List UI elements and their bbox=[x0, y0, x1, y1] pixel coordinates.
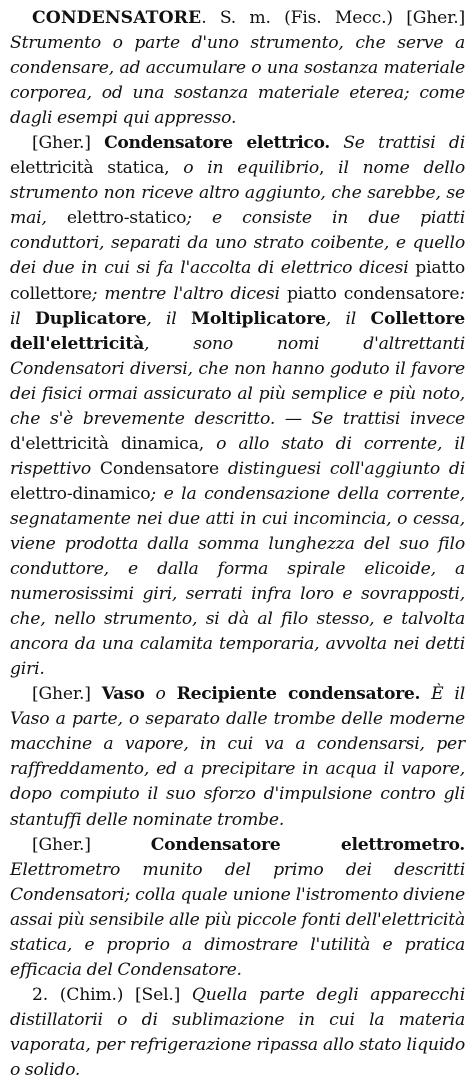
headword: CONDENSATORE bbox=[32, 8, 202, 28]
definition-text: Elettrometro munito del primo dei descritti Condensatori; colla quale unione l'istromento diviene assai più sensibile alle più piccole fonti dell'elettricità statica, e proprio a dimostrare l'utilità e pratica efficacia del Condensatore. bbox=[10, 859, 465, 980]
entry-condensatore-definition bbox=[10, 6, 465, 131]
text-segment: , bbox=[319, 158, 339, 179]
text-segment: elettricità statica, bbox=[10, 158, 184, 179]
entry-condensatore-elettrico bbox=[10, 131, 465, 682]
text-segment: Se trattisi di bbox=[329, 133, 465, 154]
subentry-heading: Condensatore elettrometro. bbox=[150, 834, 465, 855]
subentry-heading-alt: Recipiente condensatore. bbox=[176, 684, 421, 705]
text-segment: piatto condensatore bbox=[279, 283, 460, 304]
text-segment: o allo stato di corrente, il rispettivo bbox=[10, 433, 465, 479]
text-segment: distinguesi coll'aggiunto di bbox=[227, 458, 465, 479]
entry-chim-sense bbox=[10, 983, 465, 1083]
text-segment: elettro-statico bbox=[46, 208, 187, 229]
text-segment: o bbox=[144, 684, 177, 705]
term-moltiplicatore: Moltiplicatore bbox=[191, 308, 326, 329]
definition-text: Quella parte degli apparecchi distillatorii o di sublimazione in cui la materia vaporata, per refrigerazione ripassa allo stato liquido o solido. bbox=[10, 984, 465, 1080]
subentry-heading: Vaso bbox=[101, 684, 145, 705]
text-segment: Condensatore bbox=[91, 458, 228, 479]
source-tag: [Gher.] bbox=[32, 684, 102, 705]
term-duplicatore: Duplicatore bbox=[35, 308, 147, 329]
text-segment: il nome dello strumento non riceve altro aggiunto, che sarebbe, se mai, bbox=[10, 158, 466, 229]
text-segment: ; e consiste in due piatti conduttori, separati da uno strato coibente, e quello dei due in cui si fa l'accolta di elettrico dicesi bbox=[10, 208, 465, 279]
text-segment: , sono nomi d'altrettanti Condensatori diversi, che non hanno goduto il favore dei fisici ormai assicurato al più semplice e più noto, che s'è brevemente descritto. — Se trattisi invece bbox=[10, 333, 465, 429]
grammar-label: . S. m. (Fis. Mecc.) [Gher.] bbox=[201, 8, 465, 28]
text-segment: d'elettricità dinamica, bbox=[10, 433, 217, 454]
text-segment: : il bbox=[10, 283, 465, 329]
definition-text: È il Vaso a parte, o separato dalle trombe delle moderne macchine a vapore, in cui va a condensarsi, per raffreddamento, ed a precipitare in acqua il vapore, dopo compiuto il suo sforzo d'impulsione contro gli stantuffi delle nominate trombe. bbox=[10, 684, 465, 830]
entry-vaso-condensatore bbox=[10, 682, 465, 832]
sense-label: 2. (Chim.) [Sel.] bbox=[32, 984, 192, 1005]
text-segment: , il bbox=[146, 308, 192, 329]
text-segment: elettro-dinamico bbox=[10, 483, 151, 504]
text-segment: piatto collettore bbox=[10, 258, 465, 304]
entry-condensatore-elettrometro bbox=[10, 833, 465, 983]
term-collettore: Collettore dell'elettricità bbox=[10, 308, 465, 354]
definition-text: Strumento o parte d'uno strumento, che serve a condensare, ad accumulare o una sostanza materiale corporea, od una sostanza materiale eterea; come dagli esempi qui appresso. bbox=[10, 33, 465, 129]
source-tag: [Gher.] bbox=[32, 133, 105, 154]
text-segment: ; mentre l'altro dicesi bbox=[91, 283, 280, 304]
subentry-heading: Condensatore elettrico. bbox=[104, 133, 330, 154]
text-segment: ; e la condensazione della corrente, segnatamente nei due atti in cui incomincia, o cessa, viene prodotta dalla somma lunghezza del suo filo conduttore, e dalla forma spirale elicoide, a numerosissimi giri, serrati infra loro e sovrapposti, che, nello strumento, si dà al filo stesso, e talvolta ancora da una calamita temporaria, avvolta nei detti giri. bbox=[10, 483, 465, 680]
source-tag: [Gher.] bbox=[32, 834, 151, 855]
text-segment: o in equilibrio bbox=[183, 158, 320, 179]
text-segment: , il bbox=[325, 308, 371, 329]
